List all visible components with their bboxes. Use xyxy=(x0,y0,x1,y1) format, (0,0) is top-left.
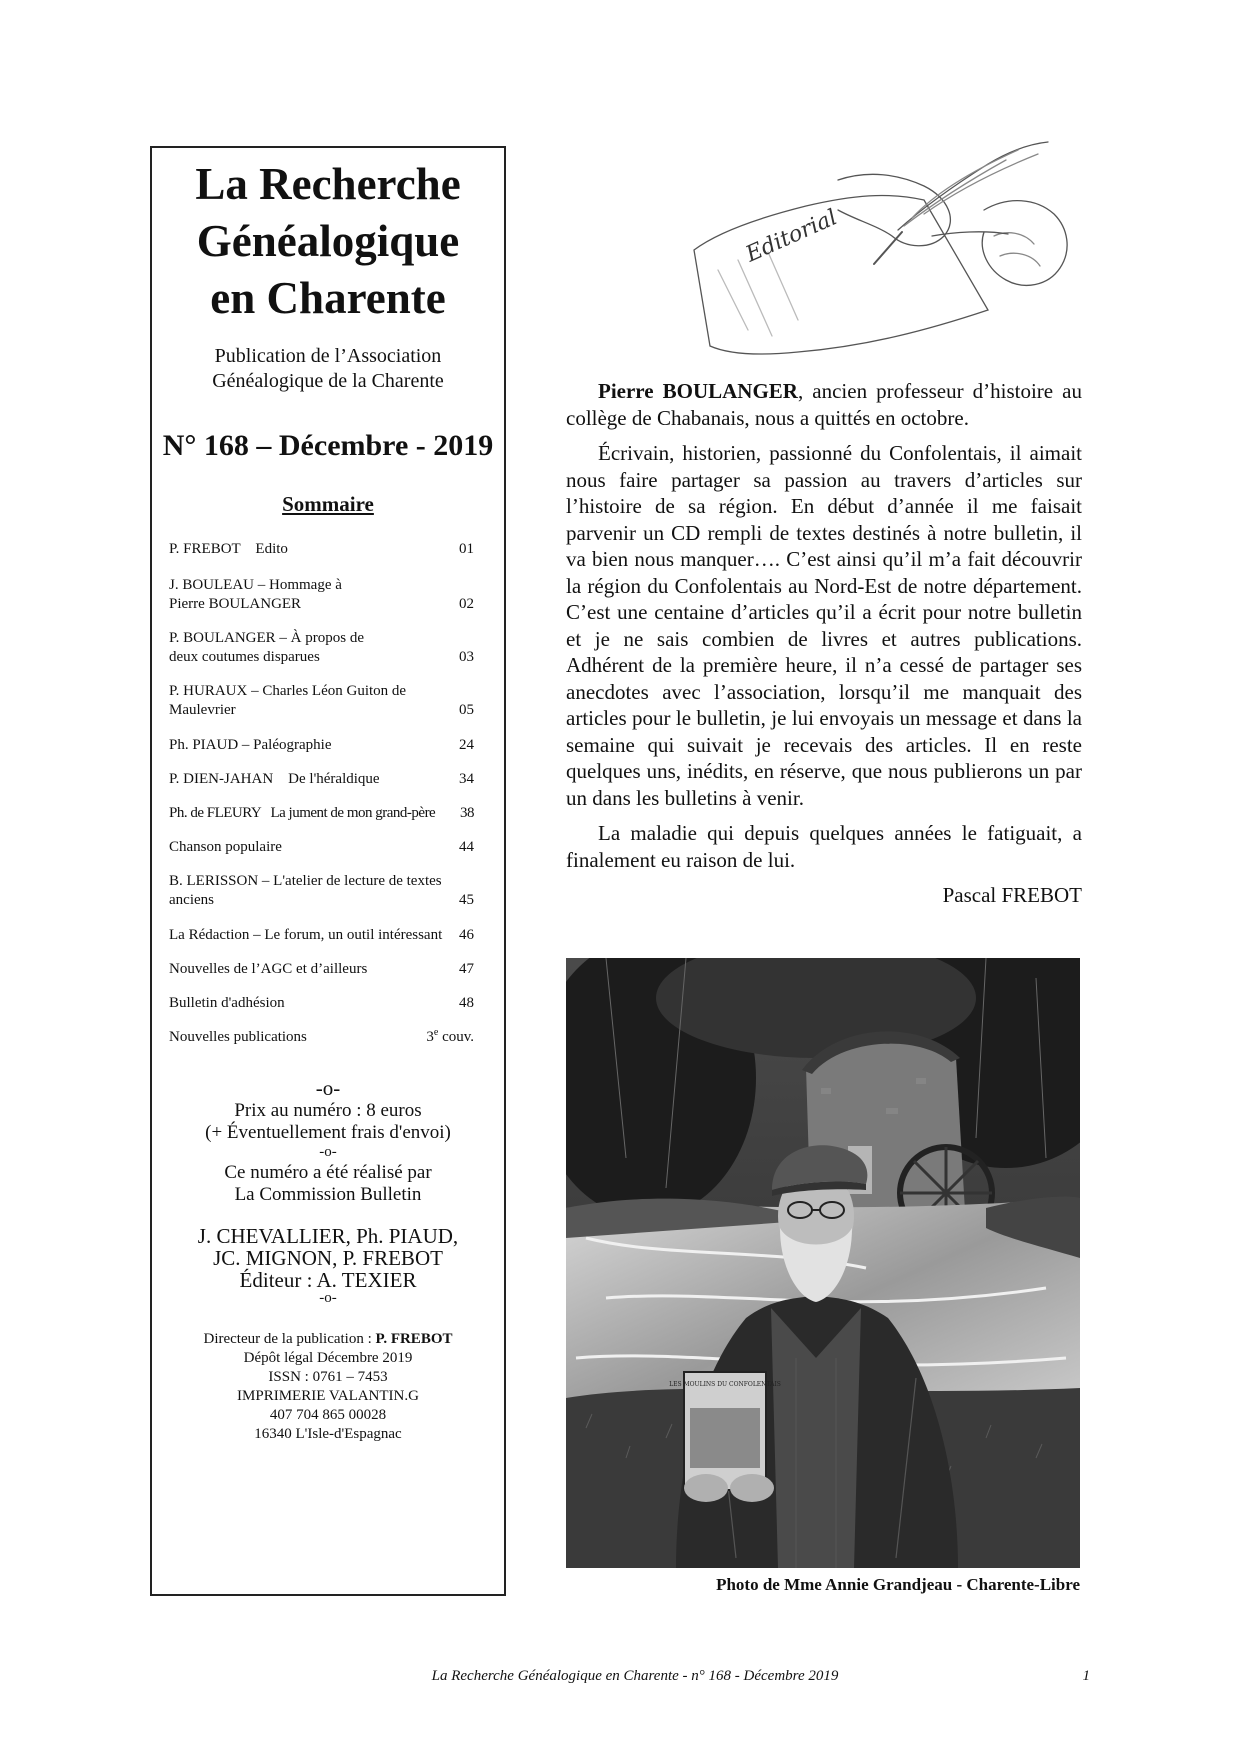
toc-entry-page: 05 xyxy=(459,702,474,718)
article-paragraph xyxy=(566,378,1082,431)
imprint-line: ISSN : 0761 – 7453 xyxy=(268,1369,388,1385)
editorial-sketch-label: Editorial xyxy=(742,205,842,268)
article-paragraph: Écrivain, historien, passionné du Confolentais, il aimait nous faire partager sa passion au travers d’articles sur l’histoire de sa région. En début d’année il me faisait parvenir un CD rempli de textes destinés à notre bulletin, il va bien nous manquer…. C’est ainsi qu’il m’a fait découvrir la région du Confolentais au Nord-Est de notre département. C’est une centaine d’articles qu’il a écrit pour notre bulletin et je ne sais combien de livres et autres publications. Adhérent de la première heure, il n’a cessé de partager ses anecdotes avec l’association, lorsqu’il me manquait des articles pour le bulletin, je lui envoyais un message et dans la semaine qui suivait je recevais des articles. Il en reste quelques uns, inédits, en réserve, que nous publierons un par un dans les bulletins à venir. xyxy=(566,441,1082,810)
imprint-line: 407 704 865 00028 xyxy=(269,1407,387,1423)
toc-entry xyxy=(169,872,474,910)
imprint-line: IMPRIMERIE VALANTIN.G xyxy=(237,1388,419,1404)
toc-entry-text: Ph. de FLEURY La jument de mon grand-père xyxy=(169,805,436,821)
publication-line: Publication de l’Association xyxy=(214,345,442,367)
toc-entry-page-suffix: couv. xyxy=(438,1029,474,1045)
toc-entry-text: Bulletin d'adhésion xyxy=(169,995,285,1011)
team-line: JC. MIGNON, P. FREBOT xyxy=(213,1246,443,1270)
commission-line: La Commission Bulletin xyxy=(234,1184,422,1205)
toc-entry-page: 45 xyxy=(459,892,474,908)
sommaire-heading: Sommaire xyxy=(282,492,374,516)
toc-entry-text: Nouvelles publications xyxy=(169,1029,307,1045)
toc-entry-text: B. LERISSON – L'atelier de lecture de textes anciens xyxy=(169,873,442,908)
toc-entry xyxy=(169,960,474,979)
toc-entry-page: 44 xyxy=(459,839,474,855)
made-by-line: Ce numéro a été réalisé par xyxy=(224,1162,432,1183)
publication-line: Généalogique de la Charente xyxy=(212,370,444,392)
toc-entry xyxy=(169,576,474,614)
page-number: 1 xyxy=(1082,1668,1090,1684)
imprint-line: 16340 L'Isle-d'Espagnac xyxy=(254,1426,402,1442)
toc-entry xyxy=(169,540,474,559)
article-lead-text: , ancien professeur d’histoire au collège de Chabanais, nous a quittés en octobre. xyxy=(566,379,1082,430)
toc-entry-page: 38 xyxy=(460,805,474,821)
toc-entry-text: P. BOULANGER – À propos de deux coutumes disparues xyxy=(169,630,364,665)
editorial-sketch-illustration xyxy=(688,140,1078,370)
toc-entry-page: 01 xyxy=(459,541,474,557)
page-footer xyxy=(150,1668,1090,1685)
separator: -o- xyxy=(319,1290,337,1306)
director-name: P. FREBOT xyxy=(375,1331,453,1347)
director-line xyxy=(152,1330,504,1349)
toc-entry-text: Nouvelles de l’AGC et d’ailleurs xyxy=(169,961,368,977)
toc-entry-text: Chanson populaire xyxy=(169,839,282,855)
toc-entry-page xyxy=(426,1023,474,1047)
toc-entry-text: P. HURAUX – Charles Léon Guiton de Maulevrier xyxy=(169,683,407,718)
toc-entry xyxy=(169,1028,474,1047)
toc-entry xyxy=(169,682,474,720)
journal-title-line: Généalogique xyxy=(196,216,460,266)
imprint-line: Dépôt légal Décembre 2019 xyxy=(243,1350,413,1366)
team-line: J. CHEVALLIER, Ph. PIAUD, xyxy=(197,1224,459,1248)
toc-entry xyxy=(169,926,474,945)
toc-entry xyxy=(169,804,474,823)
toc-entry xyxy=(169,994,474,1013)
article-signature: Pascal FREBOT xyxy=(942,883,1082,907)
journal-title xyxy=(152,156,504,327)
toc-entry-page-sup: e xyxy=(433,1027,439,1038)
toc-entry-page: 02 xyxy=(459,596,474,612)
toc-entry-page: 46 xyxy=(459,927,474,943)
toc-entry xyxy=(169,770,474,789)
toc-entry-page: 48 xyxy=(459,995,474,1011)
portrait-photo xyxy=(566,958,1080,1568)
toc-entry-page: 34 xyxy=(459,771,474,787)
toc-entry xyxy=(169,629,474,667)
toc-entry-page-number: 3 xyxy=(426,1029,434,1045)
toc-entry xyxy=(169,838,474,857)
toc-entry-text: P. FREBOT Edito xyxy=(169,541,288,557)
toc-entry-text: La Rédaction – Le forum, un outil intéressant xyxy=(169,927,443,943)
article-paragraph: La maladie qui depuis quelques années le fatiguait, a finalement eu raison de lui. xyxy=(566,821,1082,872)
separator: -o- xyxy=(315,1076,341,1100)
toc-entry-page: 03 xyxy=(459,649,474,665)
toc-entry xyxy=(169,736,474,755)
separator: -o- xyxy=(319,1144,337,1160)
toc-entry-page: 47 xyxy=(459,961,474,977)
director-label: Directeur de la publication : xyxy=(203,1331,376,1347)
portrait-photo-image xyxy=(566,958,1080,1568)
journal-title-line: La Recherche xyxy=(195,159,461,209)
price-line: Prix au numéro : 8 euros xyxy=(234,1100,422,1121)
footer-text: La Recherche Généalogique en Charente - n° 168 - Décembre 2019 xyxy=(431,1668,839,1684)
photo-caption: Photo de Mme Annie Grandjeau - Charente-Libre xyxy=(716,1575,1080,1594)
sommaire-panel xyxy=(150,146,506,1596)
issue-number: N° 168 – Décembre - 2019 xyxy=(162,429,494,462)
journal-title-line: en Charente xyxy=(210,273,446,323)
toc-entry-page: 24 xyxy=(459,737,474,753)
toc-entry-text: Ph. PIAUD – Paléographie xyxy=(169,737,332,753)
postage-line: (+ Éventuellement frais d'envoi) xyxy=(205,1122,451,1143)
toc-entry-text: J. BOULEAU – Hommage à Pierre BOULANGER xyxy=(169,577,342,612)
book-title: LES MOULINS DU CONFOLENTAIS xyxy=(669,1381,781,1388)
editorial-article xyxy=(566,378,1082,909)
toc-entry-text: P. DIEN-JAHAN De l'héraldique xyxy=(169,771,380,787)
team-line: Éditeur : A. TEXIER xyxy=(239,1268,417,1292)
article-lead-name: Pierre BOULANGER xyxy=(598,379,798,403)
